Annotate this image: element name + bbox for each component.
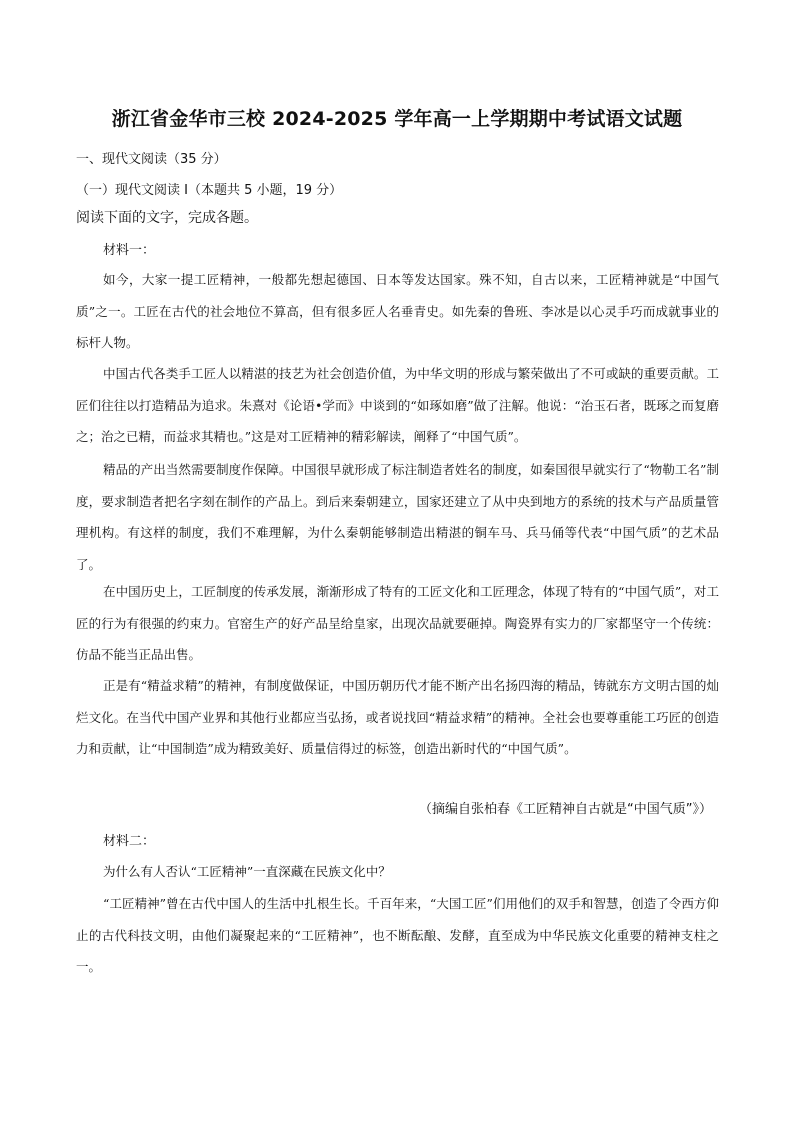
paragraph: “工匠精神”曾在古代中国人的生活中扎根生长。千百年来，“大国工匠”们用他们的双手和智慧，创造了令西方仰止的古代科技文明，由他们凝聚起来的“工匠精神”，也不断酝酿、发酵，直至成为中华民族文化重要的精神支柱之一。 xyxy=(76,896,719,974)
paragraph: 如今，大家一提工匠精神，一般都先想起德国、日本等发达国家。殊不知，自古以来，工匠精神就是“中国气质”之一。工匠在古代的社会地位不算高，但有很多匠人名垂青史。如先秦的鲁班、李冰是以心灵手巧而成就事业的标杆人物。 xyxy=(76,272,719,350)
source-citation: （摘编自张柏春《工匠精神自古就是“中国气质”》） xyxy=(419,802,712,817)
material-one-label: 材料一： xyxy=(103,243,156,258)
instruction-text: 阅读下面的文字，完成各题。 xyxy=(76,210,258,226)
paragraph: 精品的产出当然需要制度作保障。中国很早就形成了标注制造者姓名的制度，如秦国很早就实行了“物勒工名”制度，要求制造者把名字刻在制作的产品上。到后来秦朝建立，国家还建立了从中央到地方的系统的技术与产品质量管理机构。有这样的制度，我们不难理解，为什么秦朝能够制造出精湛的铜车马、兵马俑等代表“中国气质”的艺术品了。 xyxy=(76,462,719,572)
page-title: 浙江省金华市三校 2024-2025 学年高一上学期期中考试语文试题 xyxy=(111,108,683,130)
material-two-label: 材料二： xyxy=(103,834,156,849)
section-heading: 一、现代文阅读（35 分） xyxy=(76,152,227,167)
question-line: 为什么有人否认“工匠精神”一直深藏在民族文化中？ xyxy=(103,864,391,879)
paragraph: 在中国历史上，工匠制度的传承发展，渐渐形成了特有的工匠文化和工匠理念，体现了特有的“中国气质”，对工匠的行为有很强的约束力。官窑生产的好产品呈给皇家，出现次品就要砸掉。陶瓷界有实力的厂家都坚守一个传统：仿品不能当正品出售。 xyxy=(76,584,719,662)
paragraph: 中国古代各类手工匠人以精湛的技艺为社会创造价值，为中华文明的形成与繁荣做出了不可或缺的重要贡献。工匠们往往以打造精品为追求。朱熹对《论语•学而》中谈到的“如琢如磨”做了注解。他说：“治玉石者，既琢之而复磨之；治之已精，而益求其精也。”这是对工匠精神的精彩解读，阐释了“中国气质”。 xyxy=(76,366,719,444)
subsection-heading: （一）现代文阅读 I（本题共 5 小题，19 分） xyxy=(76,183,343,198)
paragraph: 正是有“精益求精”的精神，有制度做保证，中国历朝历代才能不断产出名扬四海的精品，铸就东方文明古国的灿烂文化。在当代中国产业界和其他行业都应当弘扬，或者说找回“精益求精”的精神。全社会也要尊重能工巧匠的创造力和贡献，让“中国制造”成为精致美好、质量信得过的标签，创造出新时代的“中国气质”。 xyxy=(76,678,719,756)
